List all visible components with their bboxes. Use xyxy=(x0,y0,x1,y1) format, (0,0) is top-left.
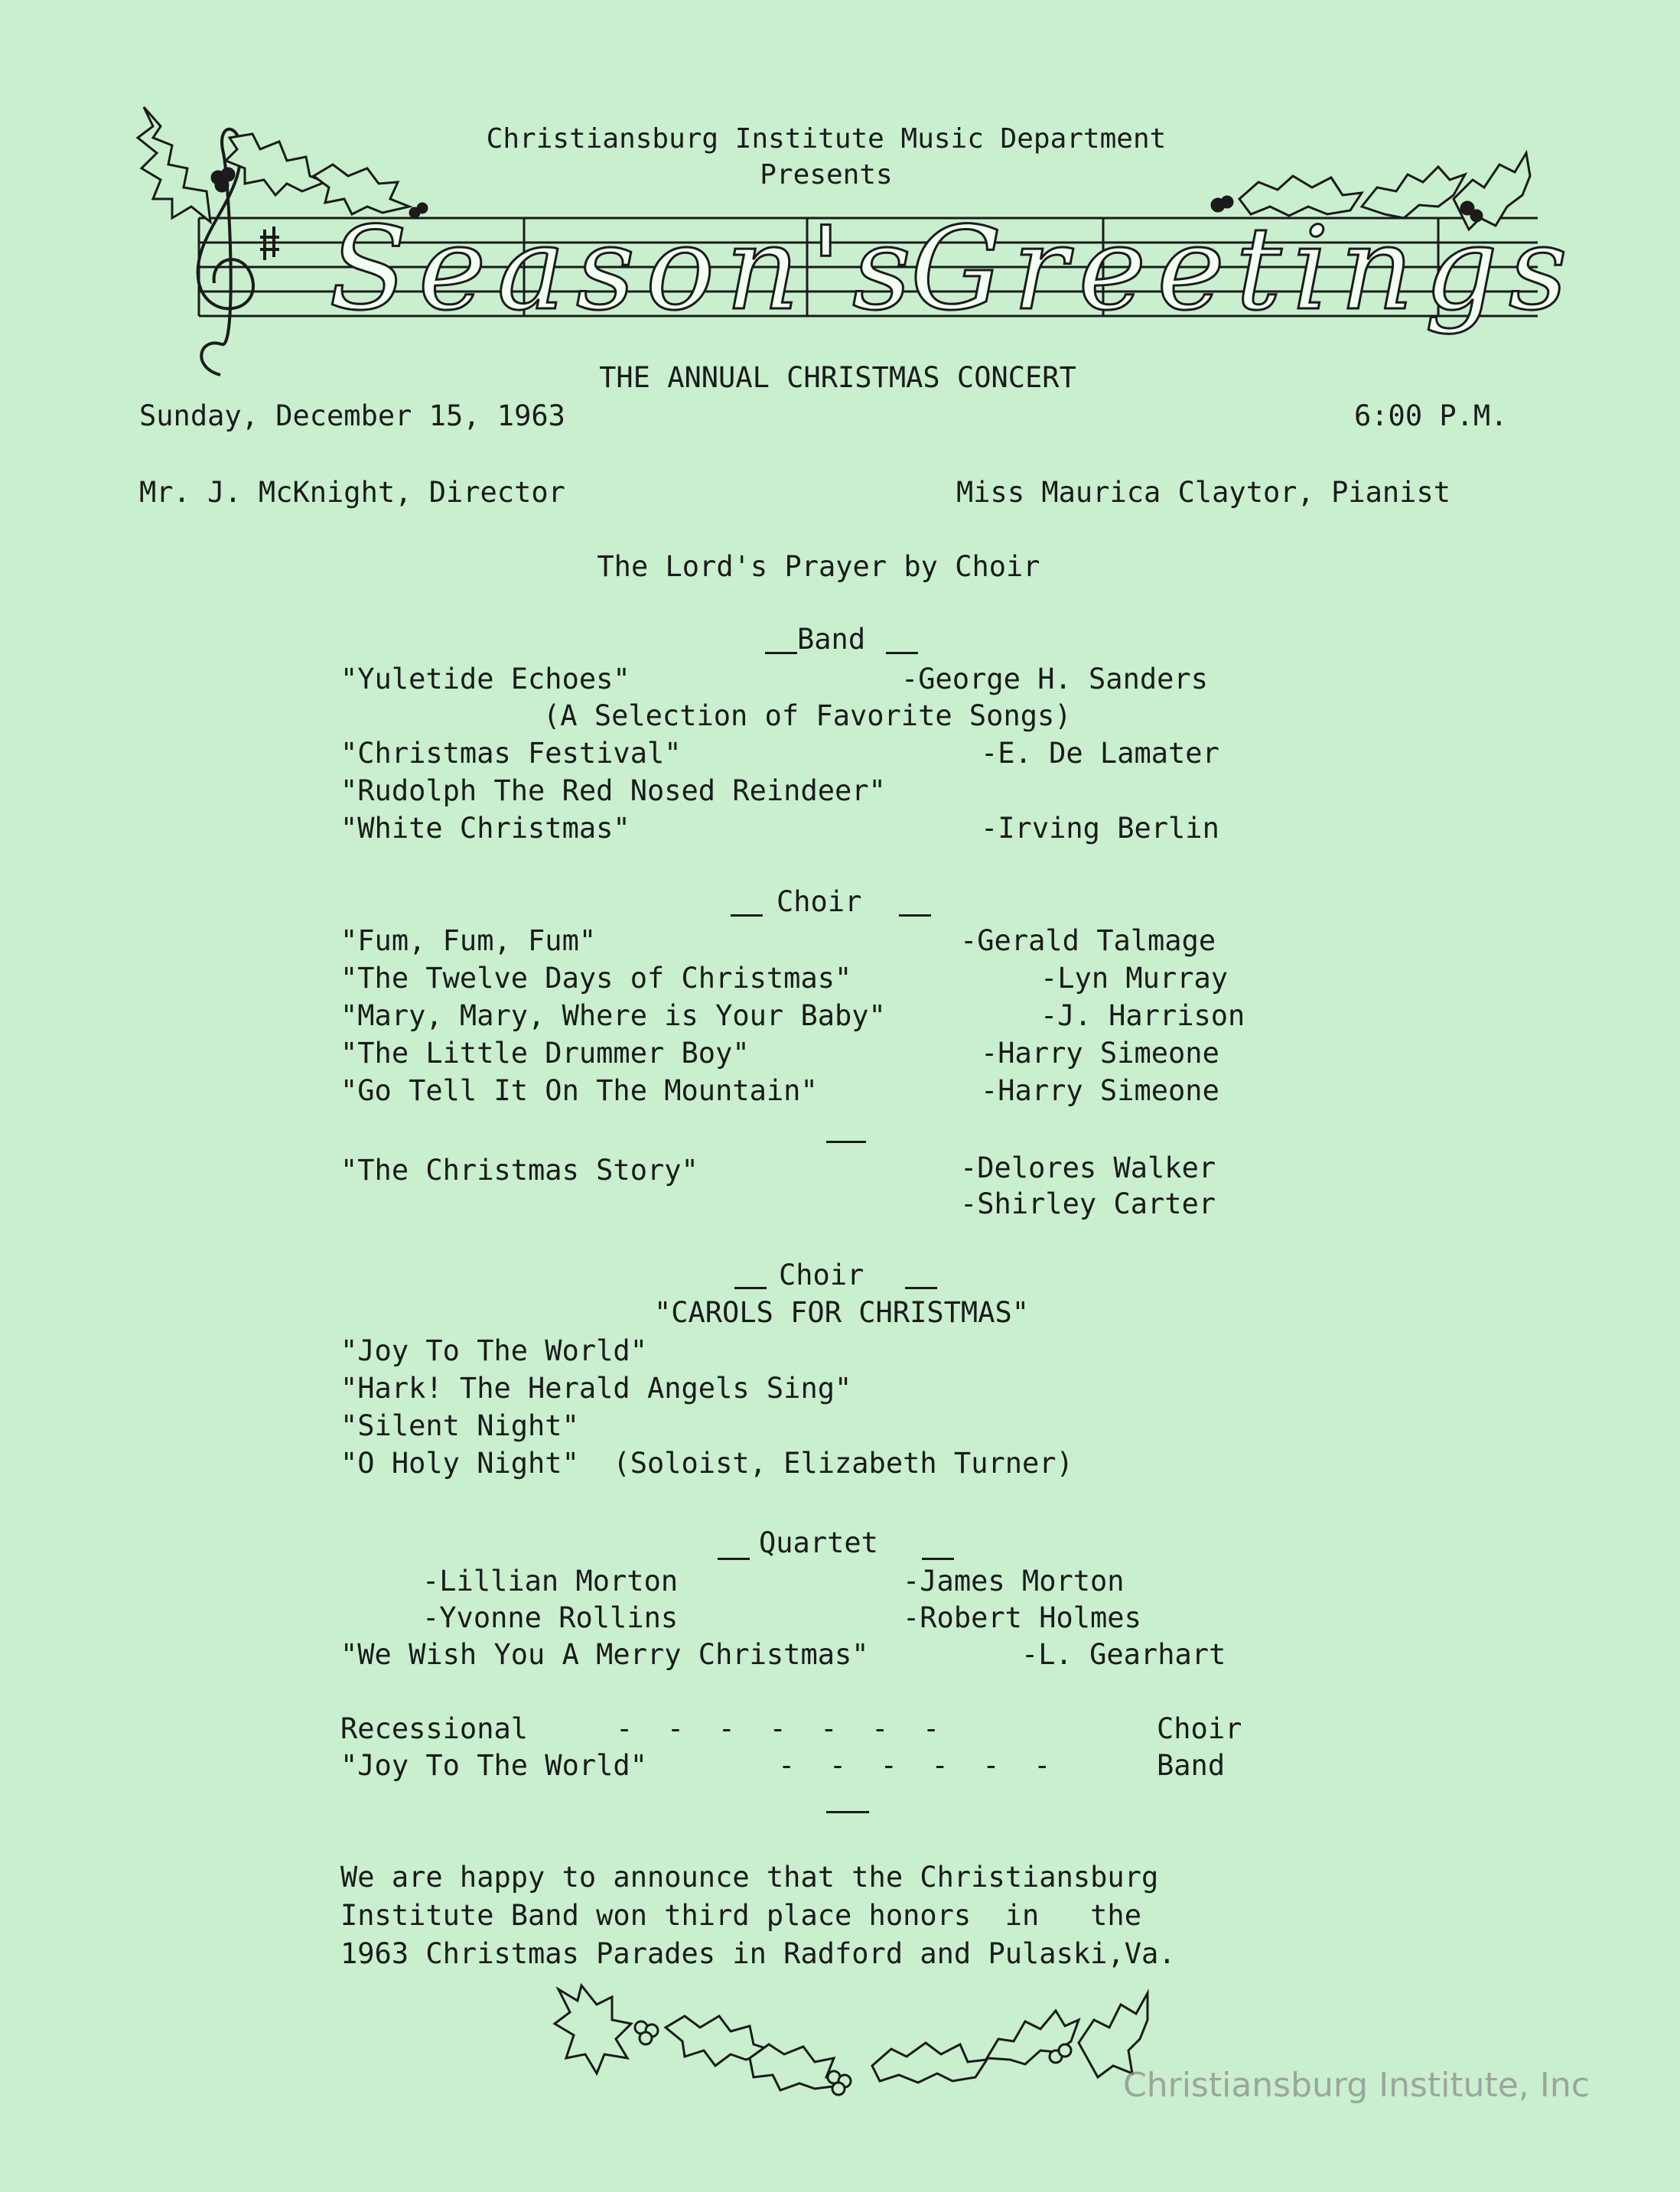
concert-time: 6:00 P.M. xyxy=(1354,399,1508,432)
title-greetings: Greetings xyxy=(910,203,1578,336)
announcement-line: Institute Band won third place honors in the xyxy=(340,1899,1141,1932)
divider xyxy=(826,1811,869,1813)
carol-item: "O Holy Night" (Soloist, Elizabeth Turner) xyxy=(340,1447,1073,1480)
carol-item: "Hark! The Herald Angels Sing" xyxy=(340,1372,852,1405)
quartet-member: -James Morton xyxy=(903,1565,1125,1598)
title-seasons: Season's xyxy=(329,203,923,336)
program-item-title: "Christmas Festival" xyxy=(340,737,682,770)
story-reader: -Shirley Carter xyxy=(960,1187,1216,1220)
quartet-member: -Lillian Morton xyxy=(422,1565,679,1598)
holly-bottom-icon xyxy=(551,1974,1163,2096)
program-item-title: "Fum, Fum, Fum" xyxy=(340,924,597,957)
announcement-line: 1963 Christmas Parades in Radford and Pulaski,Va. xyxy=(340,1937,1176,1970)
presents-label: Presents xyxy=(760,159,893,191)
department-heading: Christiansburg Institute Music Department xyxy=(486,123,1167,155)
choir-heading: Choir xyxy=(777,885,862,918)
carol-item: "Silent Night" xyxy=(340,1409,579,1442)
concert-date: Sunday, December 15, 1963 xyxy=(139,399,565,432)
quartet-heading: Quartet xyxy=(759,1526,878,1559)
divider xyxy=(826,1141,866,1143)
program-item-composer: -J. Harrison xyxy=(1040,999,1245,1032)
choir-heading: Choir xyxy=(779,1259,864,1291)
final-song-label: "Joy To The World" xyxy=(340,1749,647,1782)
recessional-performer: Choir xyxy=(1157,1712,1242,1745)
program-item-composer: -Irving Berlin xyxy=(981,812,1219,845)
program-item-composer: -E. De Lamater xyxy=(981,737,1219,770)
announcement-line: We are happy to announce that the Christiansburg xyxy=(340,1861,1159,1894)
program-item-title: "The Little Drummer Boy" xyxy=(340,1037,750,1070)
program-item-composer: -Harry Simeone xyxy=(981,1074,1219,1107)
program-item-note: (A Selection of Favorite Songs) xyxy=(543,699,1072,732)
christmas-story-title: "The Christmas Story" xyxy=(340,1154,698,1187)
director-credit: Mr. J. McKnight, Director xyxy=(139,476,565,509)
story-reader: -Delores Walker xyxy=(960,1151,1216,1184)
program-item-title: "Go Tell It On The Mountain" xyxy=(340,1074,818,1107)
program-item-title: "We Wish You A Merry Christmas" xyxy=(340,1638,869,1671)
quartet-member: -Robert Holmes xyxy=(903,1601,1141,1634)
band-heading: Band xyxy=(797,623,866,656)
recessional-label: Recessional xyxy=(340,1712,529,1745)
carols-subheading: "CAROLS FOR CHRISTMAS" xyxy=(653,1296,1030,1329)
program-item-title: "The Twelve Days of Christmas" xyxy=(340,962,852,995)
opening-prayer: The Lord's Prayer by Choir xyxy=(597,550,1040,583)
program-item-composer: -Lyn Murray xyxy=(1040,962,1229,995)
program-item-composer: -L. Gearhart xyxy=(1021,1638,1226,1671)
program-item-composer: -Harry Simeone xyxy=(981,1037,1219,1070)
watermark: Christiansburg Institute, Inc xyxy=(1123,2066,1590,2105)
recessional-dashes: - - - - - - - xyxy=(616,1712,940,1745)
program-item-title: "White Christmas" xyxy=(340,812,630,845)
quartet-member: -Yvonne Rollins xyxy=(422,1601,679,1634)
final-song-dashes: - - - - - - xyxy=(778,1749,1051,1782)
carol-item: "Joy To The World" xyxy=(340,1334,647,1367)
program-item-composer: -Gerald Talmage xyxy=(960,924,1216,957)
program-item-title: "Mary, Mary, Where is Your Baby" xyxy=(340,999,886,1032)
pianist-credit: Miss Maurica Claytor, Pianist xyxy=(956,476,1451,509)
program-item-composer: -George H. Sanders xyxy=(901,663,1208,695)
program-item-title: "Yuletide Echoes" xyxy=(340,663,630,695)
program-item-title: "Rudolph The Red Nosed Reindeer" xyxy=(340,774,886,807)
final-song-performer: Band xyxy=(1157,1749,1226,1782)
concert-title: THE ANNUAL CHRISTMAS CONCERT xyxy=(599,361,1076,394)
